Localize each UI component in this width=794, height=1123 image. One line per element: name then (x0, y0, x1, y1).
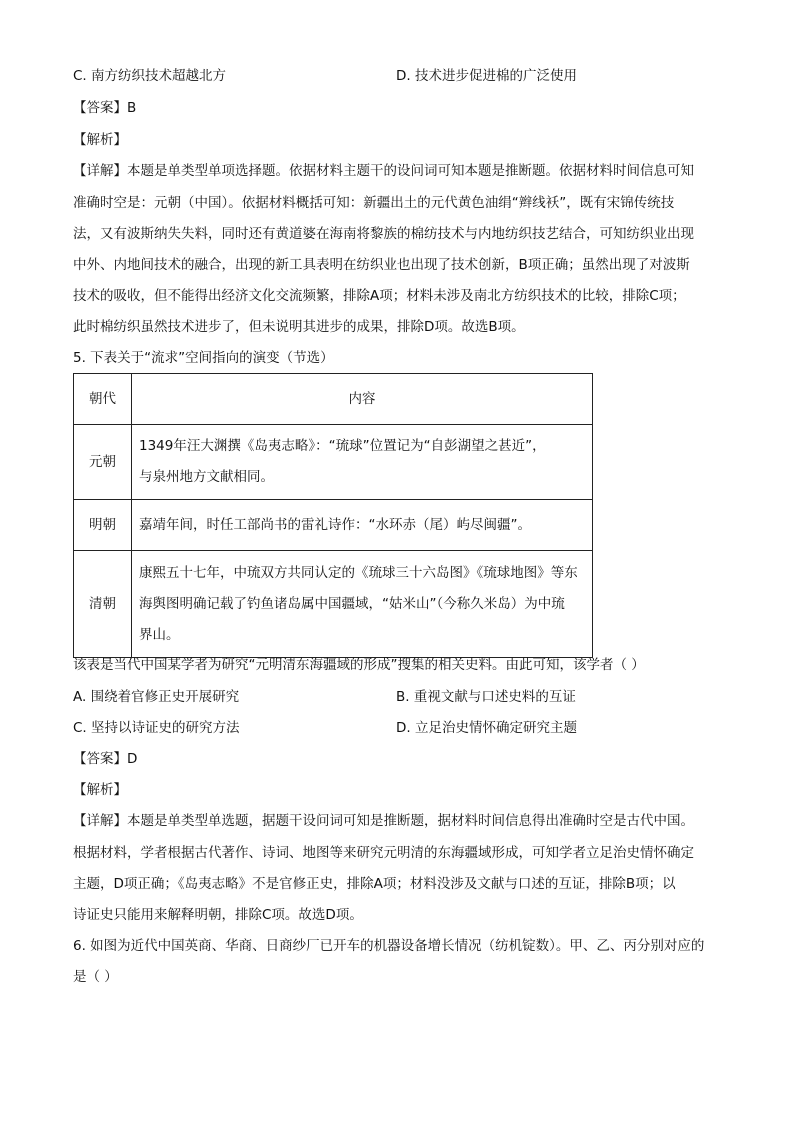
q5-option-c: C. 坚持以诗证史的研究方法 (73, 720, 240, 736)
table-cell-dynasty: 元朝 (74, 425, 132, 500)
q4-option-c: C. 南方纺织技术超越北方 (73, 68, 227, 84)
q5-options-ab (73, 687, 733, 707)
table-cell-content (132, 425, 593, 500)
table-row (74, 425, 593, 500)
q5-explanation-line: 【详解】本题是单类型单选题，据题干设问词可知是推断题，据材料时间信息得出准确时空是古代中国。 (73, 813, 694, 829)
q5-answer: 【答案】D (73, 751, 138, 767)
table-cell-line: 1349年汪大渊撰《岛夷志略》：“琉球”位置记为“自彭湖望之甚近”， (139, 438, 546, 454)
q5-explanation-line: 主题，D项正确；《岛夷志略》不是官修正史，排除A项；材料没涉及文献与口述的互证，排除B项；以 (73, 876, 676, 892)
q5-options-cd (73, 718, 733, 738)
table-cell-dynasty: 明朝 (74, 500, 132, 551)
q5-analysis-title: 【解析】 (73, 782, 127, 798)
q5-option-d: D. 立足治史情怀确定研究主题 (396, 720, 577, 736)
table-header-content: 内容 (132, 374, 593, 425)
table-row (74, 500, 593, 551)
table-cell-line: 与泉州地方文献相同。 (139, 469, 274, 485)
q4-analysis-title: 【解析】 (73, 132, 127, 148)
q5-option-a: A. 围绕着官修正史开展研究 (73, 689, 240, 705)
q5-explanation-line: 诗证史只能用来解释明朝，排除C项。故选D项。 (73, 907, 363, 923)
q5-source-table (73, 373, 593, 658)
table-cell-line: 康熙五十七年，中琉双方共同认定的《琉球三十六岛图》《琉球地图》等东 (139, 564, 578, 581)
q5-question: 该表是当代中国某学者为研究“元明清东海疆域的形成”搜集的相关史料。由此可知，该学者（ ） (73, 657, 645, 673)
q4-options-cd (73, 66, 733, 86)
q4-answer: 【答案】B (73, 100, 137, 116)
q5-option-b: B. 重视文献与口述史料的互证 (396, 689, 576, 705)
table-cell-line: 海舆图明确记载了钓鱼诸岛属中国疆域，“姑米山”（今称久米岛）为中琉 (139, 595, 565, 612)
q4-option-d: D. 技术进步促进棉的广泛使用 (396, 68, 577, 84)
table-cell-content (132, 500, 593, 551)
q6-stem-line: 6. 如图为近代中国英商、华商、日商纱厂已开车的机器设备增长情况（纺机锭数）。甲、乙、丙分别对应的 (73, 938, 705, 954)
q4-explanation-line: 中外、内地间技术的融合，出现的新工具表明在纺织业也出现了技术创新，B项正确；虽然出现了对波斯 (73, 257, 690, 273)
table-header-row (74, 374, 593, 425)
table-row (74, 551, 593, 658)
q4-explanation-line: 技术的吸收，但不能得出经济文化交流频繁，排除A项；材料未涉及南北方纺织技术的比较，排除C项； (73, 288, 686, 304)
q4-explanation-line: 此时棉纺织虽然技术进步了，但未说明其进步的成果，排除D项。故选B项。 (73, 319, 525, 335)
table-cell-dynasty: 清朝 (74, 551, 132, 658)
q6-stem-line: 是（ ） (73, 969, 118, 985)
table-header-dynasty: 朝代 (74, 374, 132, 425)
q4-explanation-line: 准确时空是：元朝（中国）。依据材料概括可知：新疆出土的元代黄色油绢“辫线袄”，既有宋锦传统技 (73, 195, 675, 211)
q4-explanation-line: 法，又有波斯纳失失料，同时还有黄道婆在海南将黎族的棉纺技术与内地纺织技艺结合，可知纺织业出现 (73, 226, 694, 242)
table-cell-line: 嘉靖年间，时任工部尚书的雷礼诗作：“水环赤（尾）屿尽闽疆”。 (139, 516, 531, 533)
q5-explanation-line: 根据材料，学者根据古代著作、诗词、地图等来研究元明清的东海疆域形成，可知学者立足治史情怀确定 (73, 845, 694, 861)
table-cell-content (132, 551, 593, 658)
q4-explanation-line: 【详解】本题是单类型单项选择题。依据材料主题干的设问词可知本题是推断题。依据材料时间信息可知 (73, 163, 694, 179)
table-cell-line: 界山。 (139, 626, 180, 643)
q5-stem: 5. 下表关于“流求”空间指向的演变（节选） (73, 350, 334, 366)
